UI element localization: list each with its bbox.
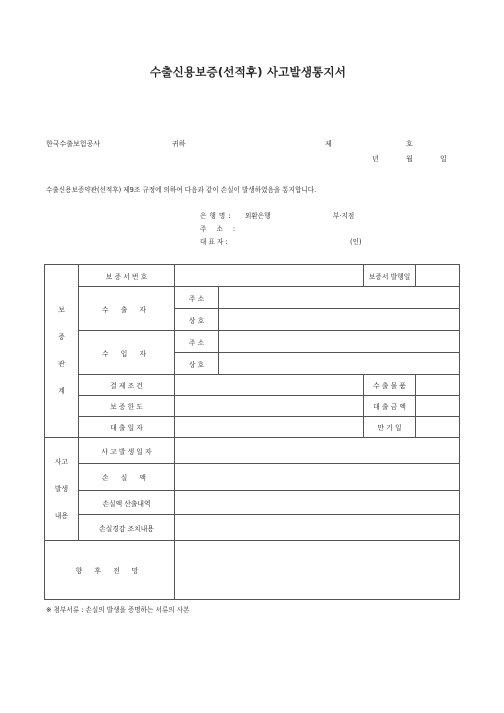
guarantee-relation-group-label: 보 증 관 계	[45, 265, 79, 438]
loss-calculation-label: 손실액 산출내역	[79, 491, 175, 515]
export-goods-label: 수 출 물 품	[364, 375, 416, 396]
notice-body-text: 수출신용보증약관(선적후) 제9조 규정에 의하여 다음과 같이 손실이 발생하였음을 통지합니다.	[46, 186, 317, 194]
loan-date-label: 대 출 일 자	[79, 417, 175, 438]
outlook-label: 향 후 전 망	[45, 541, 175, 600]
date-year: 년	[372, 155, 379, 163]
exporter-label: 수 출 자	[79, 287, 175, 331]
loan-amount-label: 대 출 금 액	[364, 396, 416, 417]
branch-label: 부·지점	[333, 212, 355, 220]
seal-mark: (인)	[350, 238, 362, 246]
exporter-address-label: 주 소	[175, 287, 219, 309]
export-goods-field[interactable]	[416, 375, 460, 396]
loss-amount-label: 손 실 액	[79, 464, 175, 491]
importer-company-label: 상 호	[175, 353, 219, 375]
accident-date-field[interactable]	[175, 438, 460, 464]
accident-date-label: 사 고 발 생 일 자	[79, 438, 175, 464]
issue-date-field[interactable]	[416, 265, 460, 287]
loan-amount-field[interactable]	[416, 396, 460, 417]
bank-value: 외환은행	[245, 212, 271, 220]
loss-mitigation-label: 손실경감 조치내용	[79, 515, 175, 541]
issue-date-label: 보증서 발행일	[364, 265, 416, 287]
representative-label: 대 표 자 :	[200, 238, 228, 246]
exporter-address-field[interactable]	[219, 287, 460, 309]
address-label: 주 소 :	[200, 225, 240, 233]
maturity-date-field[interactable]	[416, 417, 460, 438]
outlook-field[interactable]	[175, 541, 460, 600]
loss-mitigation-field[interactable]	[175, 515, 460, 541]
guarantee-number-field[interactable]	[175, 265, 364, 287]
exporter-company-label: 상 호	[175, 309, 219, 331]
document-title: 수출신용보증(선적후) 사고발생통지서	[150, 65, 347, 79]
guarantee-number-label: 보 증 서 번 호	[79, 265, 175, 287]
importer-label: 수 입 자	[79, 331, 175, 375]
accident-report-table	[44, 264, 460, 600]
importer-address-label: 주 소	[175, 331, 219, 353]
doc-number-suffix: 호	[406, 140, 413, 148]
date-day: 일	[440, 155, 447, 163]
recipient-honorific: 귀하	[172, 140, 186, 148]
attachment-footnote: ※ 첨부서류 : 손실의 발생을 증명하는 서류의 사본	[46, 606, 190, 614]
date-month: 월	[406, 155, 413, 163]
importer-company-field[interactable]	[219, 353, 460, 375]
accident-group-label: 사고 발생 내용	[45, 438, 79, 541]
importer-address-field[interactable]	[219, 331, 460, 353]
loss-calculation-field[interactable]	[175, 491, 460, 515]
payment-terms-field[interactable]	[175, 375, 364, 396]
doc-number-prefix: 제	[325, 140, 332, 148]
maturity-date-label: 만 기 일	[364, 417, 416, 438]
guarantee-limit-field[interactable]	[175, 396, 364, 417]
loan-date-field[interactable]	[175, 417, 364, 438]
payment-terms-label: 결 제 조 건	[79, 375, 175, 396]
bank-label: 은 행 명 :	[200, 212, 232, 220]
recipient-org: 한국수출보험공사	[46, 140, 101, 148]
loss-amount-field[interactable]	[175, 464, 460, 491]
exporter-company-field[interactable]	[219, 309, 460, 331]
guarantee-limit-label: 보 증 한 도	[79, 396, 175, 417]
